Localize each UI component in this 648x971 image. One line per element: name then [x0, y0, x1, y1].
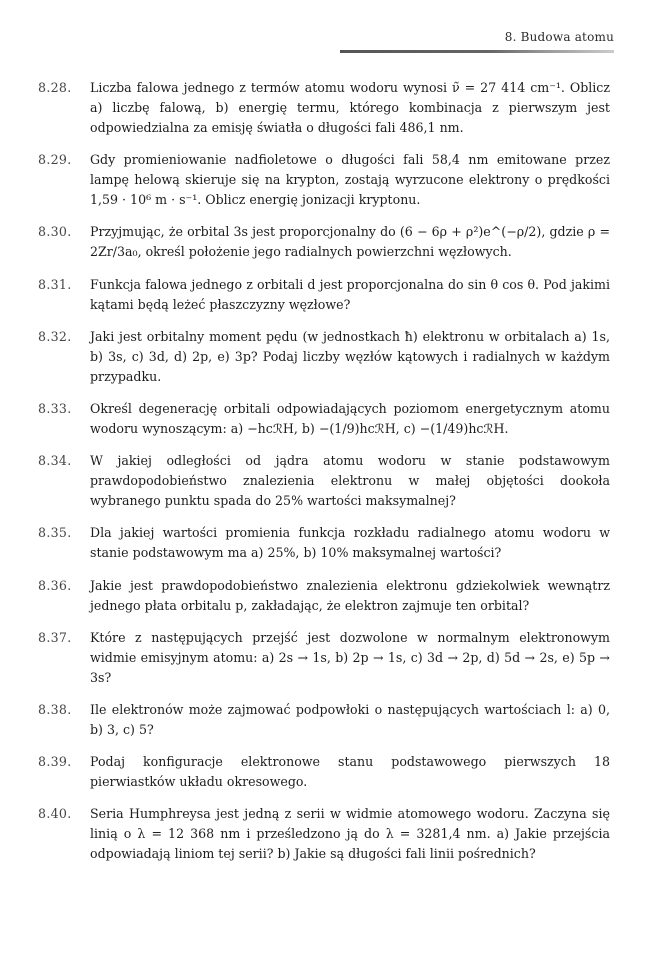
problem-text: Funkcja falowa jednego z orbitali d jest proporcjonalna do sin θ cos θ. Pod jakimi kątami będą leżeć płaszczyzny węzłowe? [90, 276, 610, 312]
problem-item [38, 700, 610, 740]
problem-item [38, 451, 610, 511]
problem-item [38, 399, 610, 439]
problem-text: Podaj konfiguracje elektronowe stanu podstawowego pierwszych 18 pierwiastków układu okresowego. [90, 754, 610, 790]
problem-item [38, 222, 610, 262]
problem-number: 8.28. [38, 80, 72, 95]
problem-item [38, 78, 610, 138]
problem-text: Dla jakiej wartości promienia funkcja rozkładu radialnego atomu wodoru w stanie podstawowym ma a) 25%, b) 10% maksymalnej wartości? [90, 525, 610, 561]
problem-number: 8.37. [38, 629, 72, 645]
problem-text: Przyjmując, że orbital 3s jest proporcjonalny do (6 − 6ρ + ρ²)e^(−ρ/2), gdzie ρ = 2Zr/3a₀, określ położenie jego radialnych powierzchni węzłowych. [90, 224, 610, 260]
chapter-title: 8. Budowa atomu [504, 30, 614, 44]
problem-item [38, 628, 610, 688]
problem-number: 8.40. [38, 806, 72, 822]
problem-number: 8.34. [38, 453, 72, 469]
problem-item [38, 150, 610, 210]
running-header [340, 24, 614, 54]
problem-number: 8.32. [38, 328, 72, 344]
problem-item [38, 752, 610, 792]
header-rule [340, 50, 614, 53]
problem-item [38, 576, 610, 616]
problem-text: Liczba falowa jednego z termów atomu wodoru wynosi ν̃ = 27 414 cm⁻¹. Oblicz a) liczbę falową, b) energię termu, którego kombinacja z pierwszym jest odpowiedzialna za emisję światła o długości fali 486,1 nm. [90, 80, 610, 135]
problem-number: 8.39. [38, 754, 72, 770]
problem-number: 8.29. [38, 152, 72, 168]
problem-item [38, 804, 610, 864]
problem-text: Ile elektronów może zajmować podpowłoki o następujących wartościach l: a) 0, b) 3, c) 5? [90, 701, 610, 737]
problem-list [38, 78, 610, 876]
problem-number: 8.30. [38, 224, 72, 240]
problem-text: Jakie jest prawdopodobieństwo znalezienia elektronu gdziekolwiek wewnątrz jednego płata orbitalu p, zakładając, że elektron zajmuje ten orbital? [90, 577, 610, 613]
problem-text: Gdy promieniowanie nadfioletowe o długości fali 58,4 nm emitowane przez lampę helową skieruje się na krypton, zostają wyrzucone elektrony o prędkości 1,59 · 10⁶ m · s⁻¹. Oblicz energię jonizacji kryptonu. [90, 152, 610, 208]
problem-item [38, 523, 610, 563]
problem-item [38, 327, 610, 387]
problem-number: 8.36. [38, 577, 72, 593]
problem-number: 8.35. [38, 525, 72, 541]
problem-item [38, 275, 610, 315]
problem-text: W jakiej odległości od jądra atomu wodoru w stanie podstawowym prawdopodobieństwo znalezienia elektronu w małej objętości dookoła wybranego punktu spada do 25% wartości maksymalnej? [90, 453, 610, 509]
problem-text: Jaki jest orbitalny moment pędu (w jednostkach ħ) elektronu w orbitalach a) 1s, b) 3s, c) 3d, d) 2p, e) 3p? Podaj liczby węzłów kątowych i radialnych w każdym przypadku. [90, 328, 610, 384]
problem-text: Określ degenerację orbitali odpowiadających poziomom energetycznym atomu wodoru wynoszącym: a) −hcℛH, b) −(1/9)hcℛH, c) −(1/49)hcℛH. [90, 400, 610, 436]
problem-number: 8.31. [38, 276, 72, 292]
problem-number: 8.38. [38, 701, 72, 717]
problem-number: 8.33. [38, 400, 72, 416]
problem-text: Seria Humphreysa jest jedną z serii w widmie atomowego wodoru. Zaczyna się linią o λ = 12 368 nm i prześledzono ją do λ = 3281,4 nm. a) Jakie przejścia odpowiadają liniom tej serii? b) Jakie są długości fali linii pośrednich? [90, 806, 610, 862]
problem-text: Które z następujących przejść jest dozwolone w normalnym elektronowym widmie emisyjnym atomu: a) 2s → 1s, b) 2p → 1s, c) 3d → 2p, d) 5d → 2s, e) 5p → 3s? [90, 629, 610, 685]
